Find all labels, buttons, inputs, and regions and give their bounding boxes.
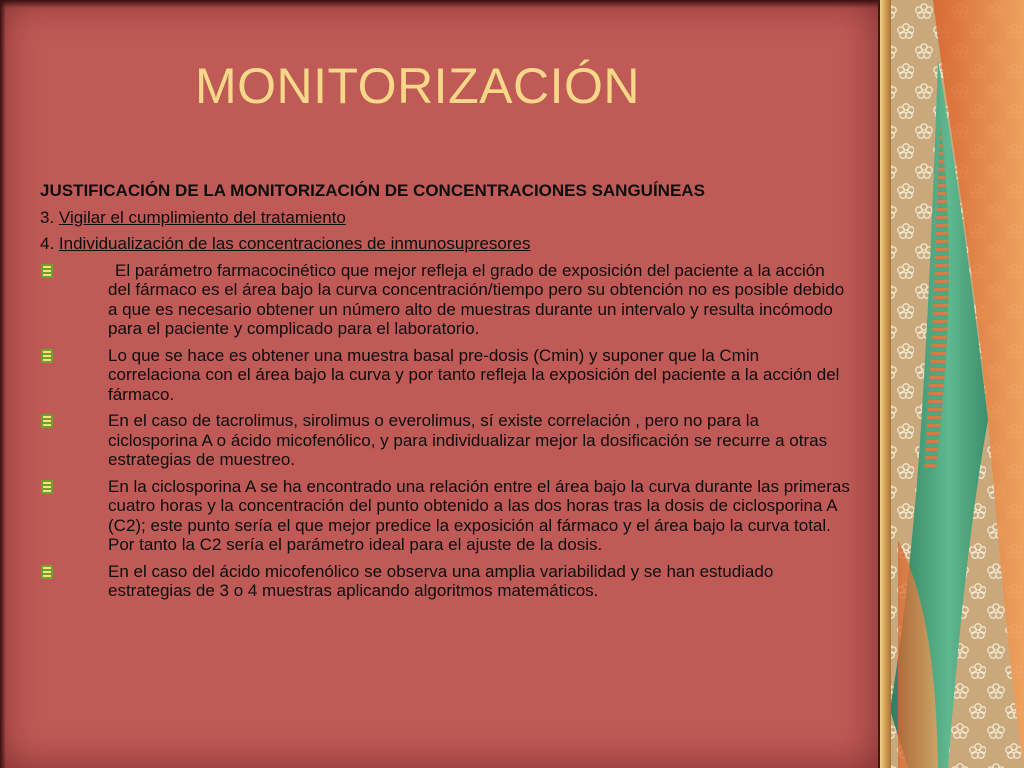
- bullet-icon: [40, 264, 54, 278]
- slide-title: MONITORIZACIÓN: [195, 58, 640, 114]
- list-item-text: El parámetro farmacocinético que mejor refleja el grado de exposición del paciente a la acción del fármaco es el área bajo la curva concentración/tiempo pero su obtención no es posible debido a que es necesario obtener un número alto de muestras durante un intervalo y resulta incómodo para el paciente y complicado para el laboratorio.: [108, 260, 845, 338]
- list-item-text: Lo que se hace es obtener una muestra basal pre-dosis (Cmin) y suponer que la Cmin correlaciona con el área bajo la curva y por tanto refleja la exposición del paciente a la acción del fármaco.: [108, 345, 840, 404]
- section-heading: JUSTIFICACIÓN DE LA MONITORIZACIÓN DE CONCENTRACIONES SANGUÍNEAS: [40, 181, 705, 200]
- list-item: [40, 346, 852, 405]
- bullet-icon: [40, 480, 54, 494]
- decorative-side-panel: [878, 0, 1024, 768]
- list-item: [40, 411, 852, 470]
- list-item: [40, 261, 852, 339]
- list-item-text: En el caso del ácido micofenólico se observa una amplia variabilidad y se han estudiado estrategias de 3 o 4 muestras aplicando algoritmos matemáticos.: [108, 561, 774, 600]
- point-number: 3.: [40, 207, 59, 227]
- numbered-point-3: [40, 208, 852, 228]
- bullet-icon: [40, 565, 54, 579]
- bullet-icon: [40, 349, 54, 363]
- list-item: [40, 477, 852, 555]
- bullet-list: [40, 261, 852, 601]
- list-item-text: En el caso de tacrolimus, sirolimus o everolimus, sí existe correlación , pero no para la ciclosporina A o ácido micofenólico, y para individualizar mejor la dosificación se recurre a otras estrategias de muestreo.: [108, 411, 828, 469]
- point-number: 4.: [40, 234, 59, 253]
- point-text: Vigilar el cumplimiento del tratamiento: [58, 207, 346, 227]
- list-item-text: En la ciclosporina A se ha encontrado una relación entre el área bajo la curva durante las primeras cuatro horas y la concentración del punto obtenido a las dos horas tras la dosis de ciclosporina A (C2); este punto sería el que mejor predice la exposición al fármaco y el área bajo la curva total. Por tanto la C2 sería el parámetro ideal para el ajuste de la dosis.: [108, 476, 850, 554]
- numbered-point-4: [40, 234, 852, 254]
- slide-body: [40, 181, 852, 608]
- point-text: Individualización de las concentraciones de inmunosupresores: [58, 234, 531, 253]
- list-item: [40, 562, 852, 601]
- bullet-icon: [40, 414, 54, 428]
